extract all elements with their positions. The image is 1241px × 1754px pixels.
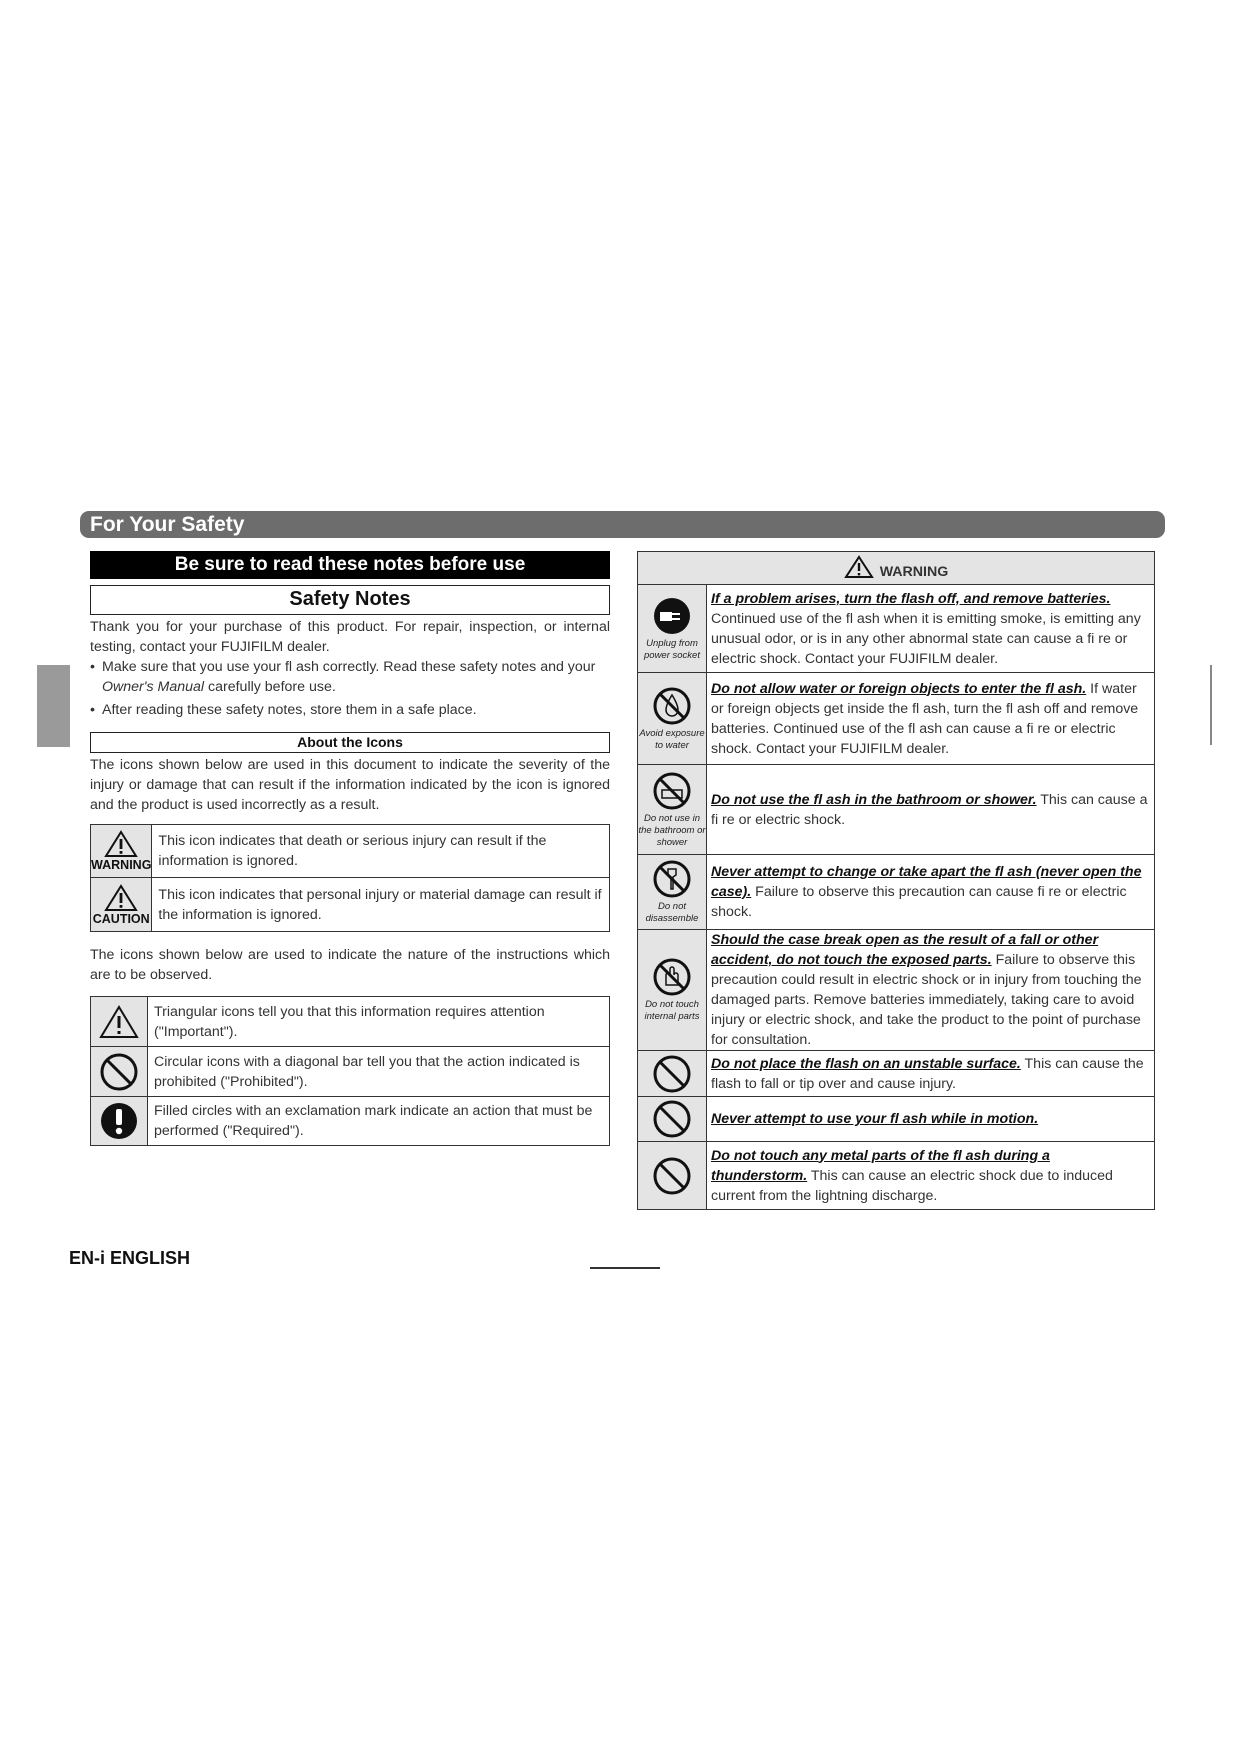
prohibited-icon [652,1054,692,1094]
warning-emph-thunderstorm: Do not touch any metal parts of the fl ash during a thunderstorm. [711,1147,1050,1184]
warning-body-internal: Failure to observe this precaution could result in electric shock or in injury from touching the damaged parts. Remove batteries immediately, taking care to avoid injury or electric shock, and take the product to the point of purchase for consultation. [711,952,1142,1048]
bathroom-caption: Do not use in the bathroom or shower [638,812,706,848]
warning-emph-disassemble: Never attempt to change or take apart the fl ash (never open the case). [711,864,1142,900]
warning-row-disassemble [638,855,1155,930]
nature-row-important [91,997,610,1047]
caution-description: This icon indicates that personal injury or material damage can result if the information is ignored. [152,878,610,932]
disassemble-icon-cell [638,855,707,930]
caution-triangle-icon [104,884,138,912]
caution-icon-cell [91,878,152,932]
important-icon-cell [91,997,148,1047]
prohibited-icon [99,1052,139,1092]
warning-header [638,552,1155,585]
severity-row-warning [91,825,610,878]
unplug-icon-cell [638,585,707,673]
warning-text-thunderstorm [707,1142,1155,1210]
no-disassemble-icon [652,859,692,899]
warning-emph-unplug: If a problem arises, turn the flash off, and remove batteries. [711,590,1111,607]
warning-body-thunderstorm: This can cause an electric shock due to induced current from the lightning discharge. [711,1167,1113,1204]
warning-text-disassemble [707,855,1155,930]
warning-body-unplug: Continued use of the fl ash when it is emitting smoke, is emitting any unusual odor, or is in any other abnormal state can cause a fi re or electric shock. Contact your FUJIFILM dealer. [711,610,1141,667]
bullet-2-text: After reading these safety notes, store them in a safe place. [102,702,477,718]
no-bathroom-icon [652,771,692,811]
warning-emph-bathroom: Do not use the fl ash in the bathroom or shower. [711,791,1037,808]
required-exclamation-icon [99,1101,139,1141]
caution-label: CAUTION [92,911,150,926]
nature-row-prohibited [91,1047,610,1097]
no-water-icon [652,686,692,726]
bullet-1-text-a: Make sure that you use your fl ash correctly. Read these safety notes and your [102,659,596,675]
warning-text-unstable [707,1051,1155,1097]
warning-body-water: If water or foreign objects get inside the fl ash, turn the fl ash off and remove batteries. Continued use of the fl ash can cause a fi re or electric shock. Contact your FUJIFILM dealer. [711,680,1139,757]
warning-description: This icon indicates that death or serious injury can result if the information is ignored. [152,825,610,878]
thunderstorm-icon-cell [638,1142,707,1210]
bathroom-icon-cell [638,765,707,855]
internal-caption: Do not touch internal parts [644,999,700,1022]
warning-body-unstable: This can cause the flash to fall or tip over and cause injury. [711,1055,1144,1092]
required-description: Filled circles with an exclamation mark indicate an action that must be performed ("Required"). [148,1097,610,1146]
section-title-bar: For Your Safety [80,511,1165,538]
warning-text-water [707,673,1155,765]
important-description: Triangular icons tell you that this information requires attention ("Important"). [148,997,610,1047]
warning-emph-internal: Should the case break open as the result of a fall or other accident, do not touch the exposed parts. [711,932,1099,968]
required-icon-cell [91,1097,148,1146]
internal-icon-cell [638,930,707,1051]
footer-rule [590,1267,660,1269]
water-caption: Avoid exposure to water [639,727,705,751]
prohibited-icon [652,1099,692,1139]
warning-table [637,551,1155,1210]
warning-emph-unstable: Do not place the flash on an unstable surface. [711,1055,1021,1072]
severity-table [90,824,610,932]
footer-page-label: EN-i ENGLISH [69,1248,191,1268]
warning-row-internal [638,930,1155,1051]
warning-row-thunderstorm [638,1142,1155,1210]
warning-row-water [638,673,1155,765]
unplug-icon [652,596,692,636]
intro-text: Thank you for your purchase of this product. For repair, inspection, or internal testing, contact your FUJIFILM dealer. [90,619,610,655]
warning-header-icon [844,555,874,579]
prohibited-icon-cell [91,1047,148,1097]
warning-text-unplug [707,585,1155,673]
warning-icon-cell [91,825,152,878]
edge-line [1210,665,1212,745]
about-icons-text: The icons shown below are used in this document to indicate the severity of the injury or damage that can result if the information indicated by the icon is ignored and the product is used incorrectly as a result. [90,757,610,813]
warning-triangle-icon [104,830,138,858]
prohibited-icon [652,1156,692,1196]
warning-body-bathroom: This can cause a fi re or electric shock. [711,791,1148,828]
water-icon-cell [638,673,707,765]
warning-row-bathroom [638,765,1155,855]
warning-emph-motion: Never attempt to use your fl ash while in motion. [711,1111,1039,1127]
unstable-icon-cell [638,1051,707,1097]
prohibited-description: Circular icons with a diagonal bar tell you that the action indicated is prohibited ("Prohibited"). [148,1047,610,1097]
warning-row-unstable [638,1051,1155,1097]
unplug-caption: Unplug from power socket [644,637,700,661]
warning-header-text: WARNING [879,563,949,580]
nature-row-required [91,1097,610,1146]
nature-text: The icons shown below are used to indicate the nature of the instructions which are to be observed. [90,947,610,983]
warning-emph-water: Do not allow water or foreign objects to enter the fl ash. [711,680,1087,697]
warning-row-unplug [638,585,1155,673]
warning-text-internal [707,930,1155,1051]
no-touch-icon [652,957,692,997]
bullet-1-text-c: carefully before use. [204,679,336,695]
important-triangle-icon [99,1005,139,1039]
side-tab [37,665,70,747]
about-icons-title: About the Icons [90,732,610,753]
disassemble-caption: Do not disassemble [645,901,699,924]
safety-notes-title: Safety Notes [90,585,610,615]
warning-body-disassemble: Failure to observe this precaution can cause fi re or electric shock. [711,884,1127,920]
bullet-1-manual: Owner's Manual [102,679,205,695]
nature-table [90,996,610,1146]
bullet-2: • After reading these safety notes, store them in a safe place. [90,702,477,718]
motion-icon-cell [638,1097,707,1142]
warning-row-motion [638,1097,1155,1142]
bullet-1: • Make sure that you use your fl ash correctly. Read these safety notes and your Owner's Manual carefully before use. [90,659,596,695]
read-notes-banner: Be sure to read these notes before use [90,551,610,579]
warning-text-bathroom [707,765,1155,855]
warning-label: WARNING [91,858,152,872]
severity-row-caution [91,878,610,932]
warning-text-motion [707,1097,1155,1142]
warning-header-row [638,552,1155,585]
